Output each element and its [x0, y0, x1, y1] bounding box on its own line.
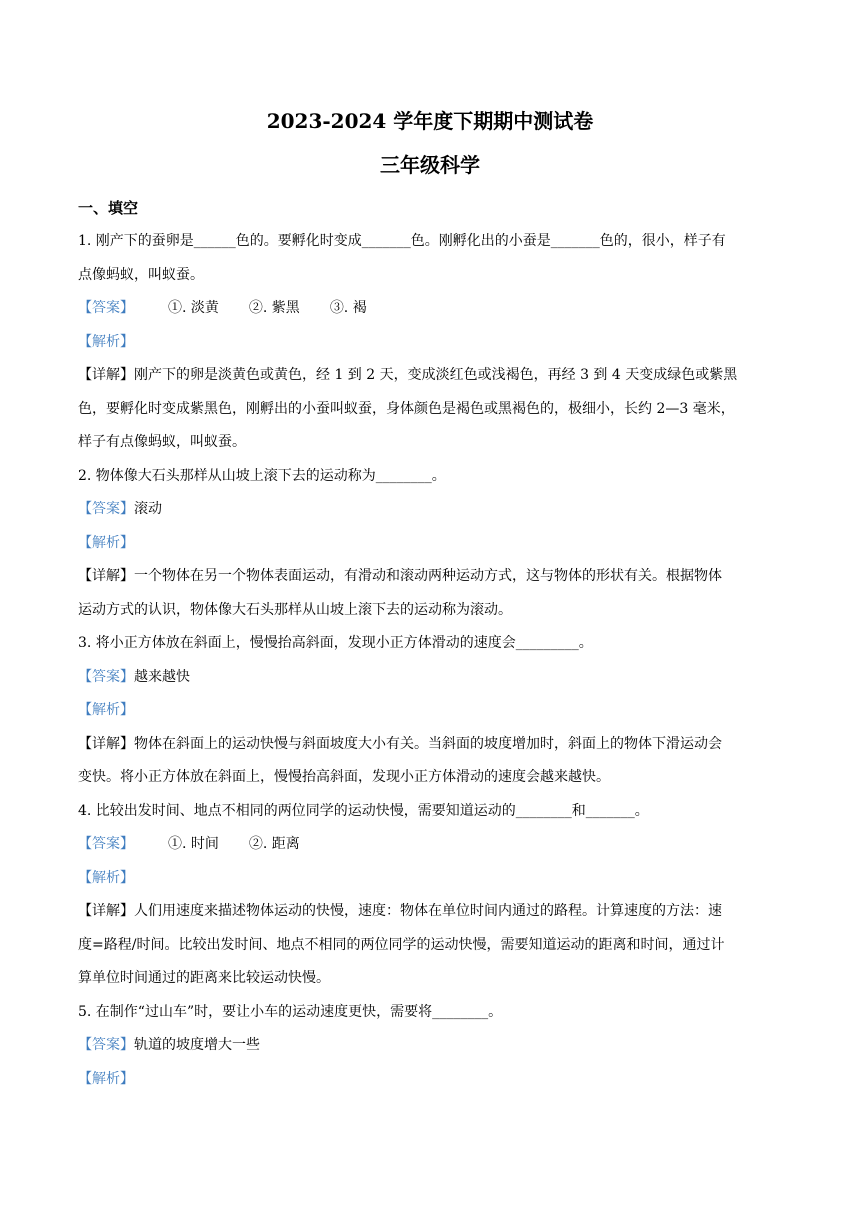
- detail-line: [78, 728, 782, 762]
- detail-label: 【详解】: [78, 903, 134, 919]
- answer-choice: ②. 距离: [248, 836, 300, 852]
- question-text: 4. 比较出发时间、地点不相同的两位同学的运动快慢，需要知道运动的________和_______。: [78, 802, 649, 819]
- question-text: 点像蚂蚁，叫蚁蚕。: [78, 266, 204, 283]
- detail-text: 度=路程/时间。比较出发时间、地点不相同的两位同学的运动快慢，需要知道运动的距离和时间，通过计: [78, 936, 725, 953]
- answer-line: [78, 493, 782, 527]
- answer-text: 滚动: [134, 501, 162, 517]
- detail-text: 运动方式的认识，物体像大石头那样从山坡上滚下去的运动称为滚动。: [78, 601, 512, 618]
- detail-text: 人们用速度来描述物体运动的快慢，速度：物体在单位时间内通过的路程。计算速度的方法：速: [134, 903, 722, 919]
- analysis-line: [78, 527, 782, 561]
- answer-label: 【答案】: [78, 501, 134, 517]
- analysis-line: [78, 862, 782, 896]
- detail-line: [78, 359, 782, 393]
- analysis-line: [78, 1063, 782, 1097]
- answer-text: 轨道的坡度增大一些: [134, 1037, 260, 1053]
- question-text: 3. 将小正方体放在斜面上，慢慢抬高斜面，发现小正方体滑动的速度会_________。: [78, 635, 593, 651]
- detail-label: 【详解】: [78, 735, 134, 752]
- analysis-label: 【解析】: [78, 534, 134, 551]
- analysis-label: 【解析】: [78, 1070, 134, 1087]
- answer-label: 【答案】: [78, 1037, 134, 1053]
- question-text: 5. 在制作“过山车”时，要让小车的运动速度更快，需要将________。: [78, 1003, 503, 1020]
- answer-label: 【答案】: [78, 836, 134, 852]
- answer-line: [78, 292, 782, 326]
- detail-label: 【详解】: [78, 568, 134, 584]
- answer-label: 【答案】: [78, 668, 134, 685]
- answer-choice: ②. 紫黑: [248, 300, 300, 316]
- detail-text: 样子有点像蚂蚁，叫蚁蚕。: [78, 434, 246, 450]
- detail-text: 色，要孵化时变成紫黑色，刚孵出的小蚕叫蚁蚕，身体颜色是褐色或黑褐色的，极细小，长约 2—3 毫米，: [78, 400, 735, 417]
- answer-label: 【答案】: [78, 300, 134, 316]
- analysis-line: [78, 694, 782, 728]
- question-block-2: [78, 460, 782, 628]
- analysis-line: [78, 326, 782, 360]
- section-heading: 一、填空: [78, 199, 139, 217]
- analysis-label: 【解析】: [78, 869, 134, 886]
- question-block-3: [78, 627, 782, 795]
- document-subtitle: 三年级科学: [380, 153, 480, 177]
- answer-text: 越来越快: [134, 668, 190, 685]
- answer-choice: ③. 褐: [329, 300, 367, 316]
- question-block-4: [78, 795, 782, 996]
- analysis-label: 【解析】: [78, 333, 134, 350]
- detail-text: 算单位时间通过的距离来比较运动快慢。: [78, 970, 330, 986]
- question-text: 1. 刚产下的蚕卵是______色的。要孵化时变成_______色。刚孵化出的小蚕是_______色的，很小，样子有: [78, 233, 726, 249]
- answer-line: [78, 828, 782, 862]
- question-block-5: [78, 996, 782, 1097]
- detail-line: [78, 560, 782, 594]
- question-block-1: [78, 225, 782, 460]
- detail-text: 变快。将小正方体放在斜面上，慢慢抬高斜面，发现小正方体滑动的速度会越来越快。: [78, 769, 610, 785]
- detail-label: 【详解】: [78, 367, 134, 383]
- answer-choice: ①. 时间: [168, 836, 219, 852]
- document-title: 2023-2024 学年度下期期中测试卷: [266, 109, 594, 133]
- answer-line: [78, 661, 782, 695]
- detail-text: 刚产下的卵是淡黄色或黄色，经 1 到 2 天，变成淡红色或浅褐色，再经 3 到 4 天变成绿色或紫黑: [134, 367, 738, 383]
- detail-text: 一个物体在另一个物体表面运动，有滑动和滚动两种运动方式，这与物体的形状有关。根据物体: [134, 568, 722, 584]
- analysis-label: 【解析】: [78, 702, 134, 718]
- question-text: 2. 物体像大石头那样从山坡上滚下去的运动称为________。: [78, 467, 446, 484]
- detail-text: 物体在斜面上的运动快慢与斜面坡度大小有关。当斜面的坡度增加时，斜面上的物体下滑运动会: [134, 735, 722, 752]
- detail-line: [78, 895, 782, 929]
- answer-choice: ①. 淡黄: [168, 300, 219, 316]
- answer-line: [78, 1029, 782, 1063]
